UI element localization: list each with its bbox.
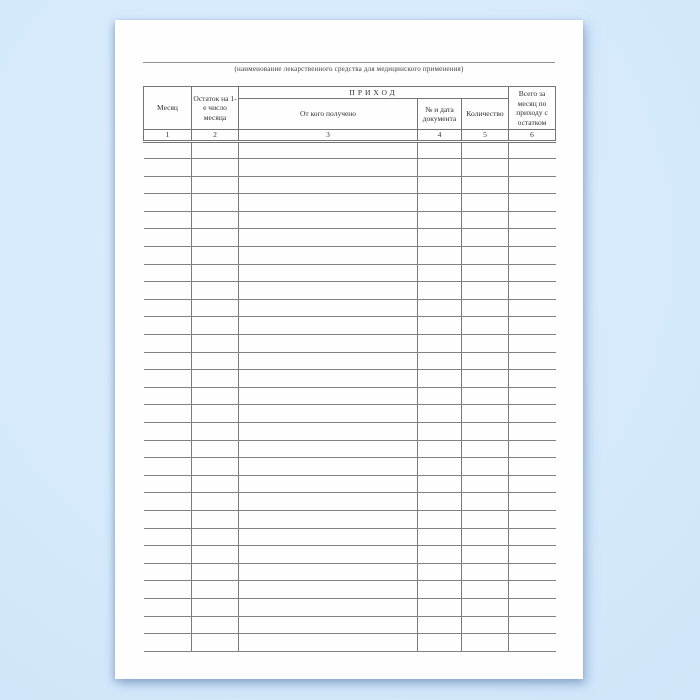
empty-cell [144,299,192,317]
empty-cell [418,299,462,317]
empty-cell [144,229,192,247]
empty-cell [144,370,192,388]
empty-cell [192,528,239,546]
empty-cell [239,423,418,441]
empty-cell [462,510,509,528]
empty-cell [418,510,462,528]
empty-cell [192,352,239,370]
empty-cell [239,616,418,634]
empty-cell [418,247,462,265]
empty-cell [144,510,192,528]
medicine-name-fill-line [143,62,555,63]
empty-cell [418,229,462,247]
empty-cell [239,528,418,546]
empty-cell [192,299,239,317]
empty-cell [418,598,462,616]
empty-cell [418,370,462,388]
table-row [144,581,556,599]
table-row [144,352,556,370]
empty-cell [509,141,556,159]
empty-cell [144,387,192,405]
empty-cell [192,440,239,458]
empty-cell [462,598,509,616]
empty-cell [239,370,418,388]
empty-cell [509,247,556,265]
column-header-month-total: Всего за месяц по приходу с остатком [509,87,556,130]
empty-cell [192,247,239,265]
empty-cell [239,405,418,423]
table-row [144,546,556,564]
receipt-journal-table [143,86,556,652]
table-row [144,616,556,634]
empty-cell [144,563,192,581]
table-row [144,493,556,511]
empty-cell [192,405,239,423]
empty-cell [509,211,556,229]
empty-cell [144,176,192,194]
column-header-quantity: Количество [462,99,509,130]
empty-cell [144,264,192,282]
empty-cell [192,634,239,652]
empty-cell [509,423,556,441]
empty-cell [192,141,239,159]
empty-cell [462,387,509,405]
column-number-row [144,130,556,142]
empty-cell [192,264,239,282]
empty-cell [418,264,462,282]
column-header-month: Месяц [144,87,192,130]
column-header-document-number-date: № и дата документа [418,99,462,130]
empty-cell [239,510,418,528]
empty-cell [192,546,239,564]
empty-cell [192,335,239,353]
empty-cell [509,387,556,405]
empty-cell [192,194,239,212]
empty-cell [239,317,418,335]
empty-cell [462,546,509,564]
empty-cell [462,176,509,194]
empty-cell [144,335,192,353]
empty-cell [418,634,462,652]
empty-cell [239,458,418,476]
empty-cell [144,634,192,652]
table-row [144,405,556,423]
empty-cell [509,299,556,317]
empty-cell [192,423,239,441]
empty-cell [192,598,239,616]
empty-cell [192,458,239,476]
column-number: 3 [239,130,418,142]
empty-cell [509,528,556,546]
empty-cell [144,475,192,493]
empty-cell [239,299,418,317]
empty-cell [239,211,418,229]
empty-cell [418,423,462,441]
empty-cell [239,264,418,282]
empty-cell [239,546,418,564]
empty-cell [192,211,239,229]
empty-cell [144,141,192,159]
empty-cell [239,387,418,405]
empty-cell [418,159,462,177]
empty-cell [144,423,192,441]
empty-cell [144,581,192,599]
empty-cell [462,458,509,476]
empty-cell [462,159,509,177]
empty-cell [418,194,462,212]
table-row [144,528,556,546]
empty-cell [462,194,509,212]
empty-cell [418,282,462,300]
document-page [115,20,583,679]
empty-cell [192,616,239,634]
empty-cell [192,581,239,599]
empty-cell [144,282,192,300]
empty-cell [462,493,509,511]
empty-cell [239,247,418,265]
empty-cell [509,176,556,194]
empty-cell [462,229,509,247]
empty-cell [462,299,509,317]
empty-cell [418,335,462,353]
empty-cell [462,616,509,634]
column-header-received-from: От кого получено [239,99,418,130]
empty-cell [509,335,556,353]
table-row [144,159,556,177]
empty-cell [462,581,509,599]
empty-cell [192,387,239,405]
empty-cell [418,563,462,581]
empty-cell [462,247,509,265]
empty-cell [462,141,509,159]
empty-cell [509,159,556,177]
column-number: 5 [462,130,509,142]
empty-cell [509,493,556,511]
table-row [144,598,556,616]
empty-cell [239,475,418,493]
empty-cell [144,405,192,423]
empty-cell [462,317,509,335]
empty-cell [144,317,192,335]
empty-cell [418,440,462,458]
empty-cell [418,458,462,476]
empty-cell [462,282,509,300]
empty-cell [462,423,509,441]
empty-cell [192,493,239,511]
empty-cell [192,563,239,581]
table-row [144,510,556,528]
empty-cell [509,440,556,458]
empty-cell [418,528,462,546]
empty-cell [509,317,556,335]
column-number: 2 [192,130,239,142]
table-row [144,264,556,282]
empty-cell [509,546,556,564]
empty-cell [462,528,509,546]
empty-cell [418,387,462,405]
empty-cell [239,352,418,370]
table-row [144,335,556,353]
empty-cell [144,159,192,177]
empty-cell [462,563,509,581]
empty-cell [192,510,239,528]
empty-cell [509,458,556,476]
empty-cell [144,211,192,229]
empty-cell [462,475,509,493]
empty-cell [509,370,556,388]
empty-cell [418,475,462,493]
table-row [144,229,556,247]
empty-cell [239,229,418,247]
empty-cell [192,475,239,493]
empty-cell [239,159,418,177]
table-row [144,176,556,194]
empty-cell [509,405,556,423]
group-header-receipt: ПРИХОД [239,87,509,99]
empty-cell [418,616,462,634]
table-body [144,141,556,651]
column-number: 6 [509,130,556,142]
empty-cell [239,634,418,652]
table-row [144,458,556,476]
empty-cell [462,634,509,652]
empty-cell [239,194,418,212]
empty-cell [144,352,192,370]
table-row [144,317,556,335]
empty-cell [239,282,418,300]
column-number: 1 [144,130,192,142]
empty-cell [418,317,462,335]
empty-cell [144,616,192,634]
empty-cell [239,581,418,599]
empty-cell [509,616,556,634]
column-number: 4 [418,130,462,142]
empty-cell [192,229,239,247]
empty-cell [509,282,556,300]
empty-cell [418,352,462,370]
empty-cell [509,475,556,493]
empty-cell [144,247,192,265]
column-header-balance-first-day: Остаток на 1-е число месяца [192,87,239,130]
empty-cell [144,458,192,476]
empty-cell [462,440,509,458]
empty-cell [462,352,509,370]
table-row [144,634,556,652]
empty-cell [462,370,509,388]
empty-cell [418,211,462,229]
table-row [144,194,556,212]
table-header [144,87,556,142]
empty-cell [192,317,239,335]
empty-cell [239,493,418,511]
empty-cell [462,264,509,282]
empty-cell [509,581,556,599]
table-row [144,440,556,458]
table-row [144,475,556,493]
empty-cell [509,634,556,652]
empty-cell [144,528,192,546]
table-row [144,282,556,300]
empty-cell [239,598,418,616]
empty-cell [239,141,418,159]
table-row [144,299,556,317]
empty-cell [239,176,418,194]
empty-cell [418,493,462,511]
empty-cell [418,141,462,159]
empty-cell [192,370,239,388]
empty-cell [462,335,509,353]
table-row [144,563,556,581]
empty-cell [144,194,192,212]
empty-cell [418,546,462,564]
empty-cell [509,510,556,528]
empty-cell [509,598,556,616]
empty-cell [239,563,418,581]
empty-cell [509,229,556,247]
empty-cell [462,405,509,423]
empty-cell [509,563,556,581]
table-row [144,141,556,159]
empty-cell [462,211,509,229]
empty-cell [418,581,462,599]
table-row [144,370,556,388]
empty-cell [239,440,418,458]
empty-cell [418,405,462,423]
empty-cell [192,159,239,177]
empty-cell [144,440,192,458]
empty-cell [509,352,556,370]
empty-cell [144,546,192,564]
empty-cell [144,493,192,511]
medicine-name-caption: (наименование лекарственного средства для медицинского применения) [234,65,464,73]
empty-cell [144,598,192,616]
table-row [144,211,556,229]
empty-cell [192,176,239,194]
empty-cell [239,335,418,353]
empty-cell [192,282,239,300]
table-row [144,423,556,441]
empty-cell [418,176,462,194]
table-row [144,247,556,265]
empty-cell [509,194,556,212]
table-row [144,387,556,405]
empty-cell [509,264,556,282]
